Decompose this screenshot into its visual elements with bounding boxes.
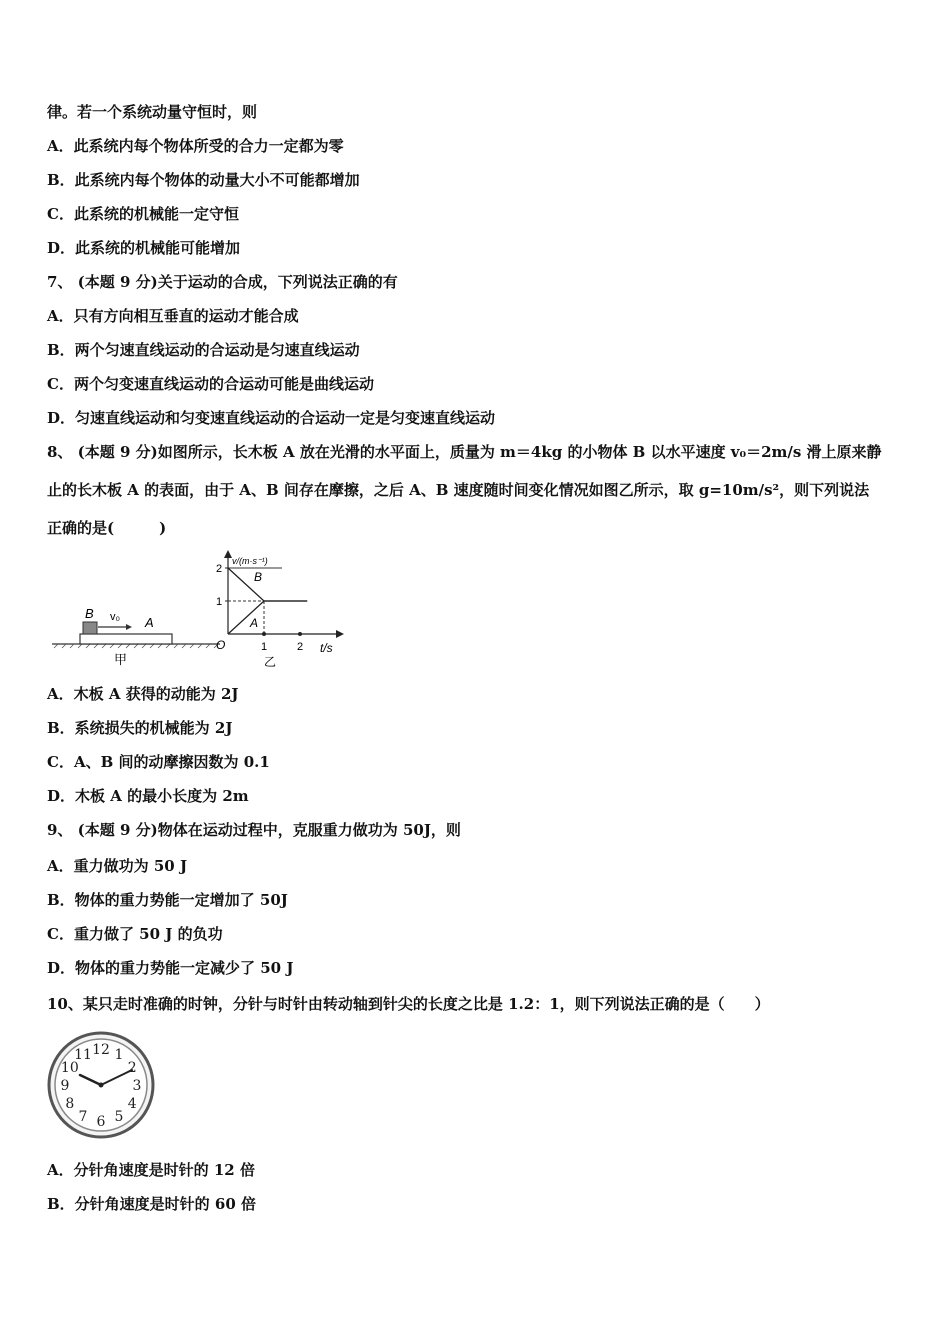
board-a — [80, 634, 172, 644]
y-tick-label-2: 2 — [216, 563, 223, 575]
series-label-b: B — [254, 570, 263, 584]
clock-center — [99, 1083, 104, 1088]
x-axis-label: t/s — [320, 641, 333, 655]
q8-option-b: B．系统损失的机械能为 2J — [47, 719, 233, 737]
q8-option-c: C．A、B 间的动摩擦因数为 0.1 — [47, 753, 270, 771]
caption-yi: 乙 — [264, 655, 277, 669]
q6-intro-tail: 律。若一个系统动量守恒时，则 — [47, 103, 258, 121]
clock-numeral-2: 2 — [127, 1060, 137, 1076]
q8-stem-line2: 止的长木板 A 的表面，由于 A、B 间存在摩擦，之后 A、B 速度随时间变化情况如图乙所示，取 g=10m/s²，则下列说法 — [47, 481, 870, 499]
y-axis-label: v/(m·s⁻¹) — [232, 556, 268, 566]
q7-option-a: A．只有方向相互垂直的运动才能合成 — [47, 307, 299, 325]
q10-stem: 10、某只走时准确的时钟，分针与时针由转动轴到针尖的长度之比是 1.2：1，则下列说法正确的是（ ） — [47, 995, 770, 1013]
series-line-a — [228, 601, 307, 634]
q6-option-b: B．此系统内每个物体的动量大小不可能都增加 — [47, 171, 360, 189]
x-tick-label-2: 2 — [297, 641, 304, 653]
q8-stem-line3: 正确的是( ) — [47, 519, 167, 537]
q9-option-d: D．物体的重力势能一定减少了 50 J — [47, 959, 294, 977]
clock-numeral-1: 1 — [114, 1046, 124, 1063]
x-axis-arrowhead — [336, 630, 344, 638]
q9-option-c: C．重力做了 50 J 的负功 — [47, 925, 223, 943]
q6-option-d: D．此系统的机械能可能增加 — [47, 239, 241, 257]
series-label-a: A — [250, 616, 259, 630]
clock-numeral-12: 12 — [92, 1042, 110, 1058]
y-axis-arrowhead — [224, 550, 232, 558]
clock-numeral-7: 7 — [78, 1109, 88, 1126]
clock-numeral-11: 11 — [74, 1046, 92, 1063]
q8-option-a: A．木板 A 获得的动能为 2J — [47, 685, 239, 703]
x-tick-label-1: 1 — [261, 641, 268, 653]
q9-option-a: A．重力做功为 50 J — [47, 857, 188, 875]
q10-option-b: B．分针角速度是时针的 60 倍 — [47, 1195, 256, 1213]
clock-numeral-4: 4 — [127, 1096, 137, 1112]
caption-jia: 甲 — [114, 653, 128, 668]
q7-option-b: B．两个匀速直线运动的合运动是匀速直线运动 — [47, 341, 360, 359]
block-b — [83, 622, 97, 634]
q9-stem: 9、 (本题 9 分)物体在运动过程中，克服重力做功为 50J，则 — [47, 821, 461, 839]
clock-numeral-9: 9 — [60, 1078, 70, 1094]
q8-stem-line1: 8、 (本题 9 分)如图所示，长木板 A 放在光滑的水平面上，质量为 m＝4kg 的小物体 B 以水平速度 v₀＝2m/s 滑上原来静 — [47, 443, 882, 461]
v0-arrowhead — [126, 624, 132, 630]
x-tick-dot-2 — [298, 632, 302, 636]
label-b: B — [85, 606, 94, 621]
q6-option-c: C．此系统的机械能一定守恒 — [47, 205, 239, 223]
clock-figure — [46, 1030, 156, 1140]
q7-stem: 7、 (本题 9 分)关于运动的合成，下列说法正确的有 — [47, 273, 398, 291]
clock-numeral-6: 6 — [96, 1114, 106, 1130]
clock-numeral-3: 3 — [132, 1078, 142, 1094]
figure-yi-vt-chart — [210, 548, 360, 670]
q10-option-a: A．分针角速度是时针的 12 倍 — [47, 1161, 255, 1179]
x-tick-dot-1 — [262, 632, 266, 636]
series-line-b — [228, 568, 307, 601]
q8-option-d: D．木板 A 的最小长度为 2m — [47, 787, 249, 805]
clock-numeral-10: 10 — [60, 1060, 79, 1076]
clock-numeral-8: 8 — [65, 1096, 75, 1112]
label-a: A — [145, 615, 154, 630]
q6-option-a: A．此系统内每个物体所受的合力一定都为零 — [47, 137, 344, 155]
clock-numeral-5: 5 — [114, 1109, 124, 1126]
y-tick-label-1: 1 — [216, 596, 223, 608]
figure-jia — [50, 598, 230, 670]
q7-option-d: D．匀速直线运动和匀变速直线运动的合运动一定是匀变速直线运动 — [47, 409, 496, 427]
q9-option-b: B．物体的重力势能一定增加了 50J — [47, 891, 288, 909]
q7-option-c: C．两个匀变速直线运动的合运动可能是曲线运动 — [47, 375, 374, 393]
origin-label: O — [216, 638, 226, 652]
label-v0: v₀ — [110, 611, 121, 623]
